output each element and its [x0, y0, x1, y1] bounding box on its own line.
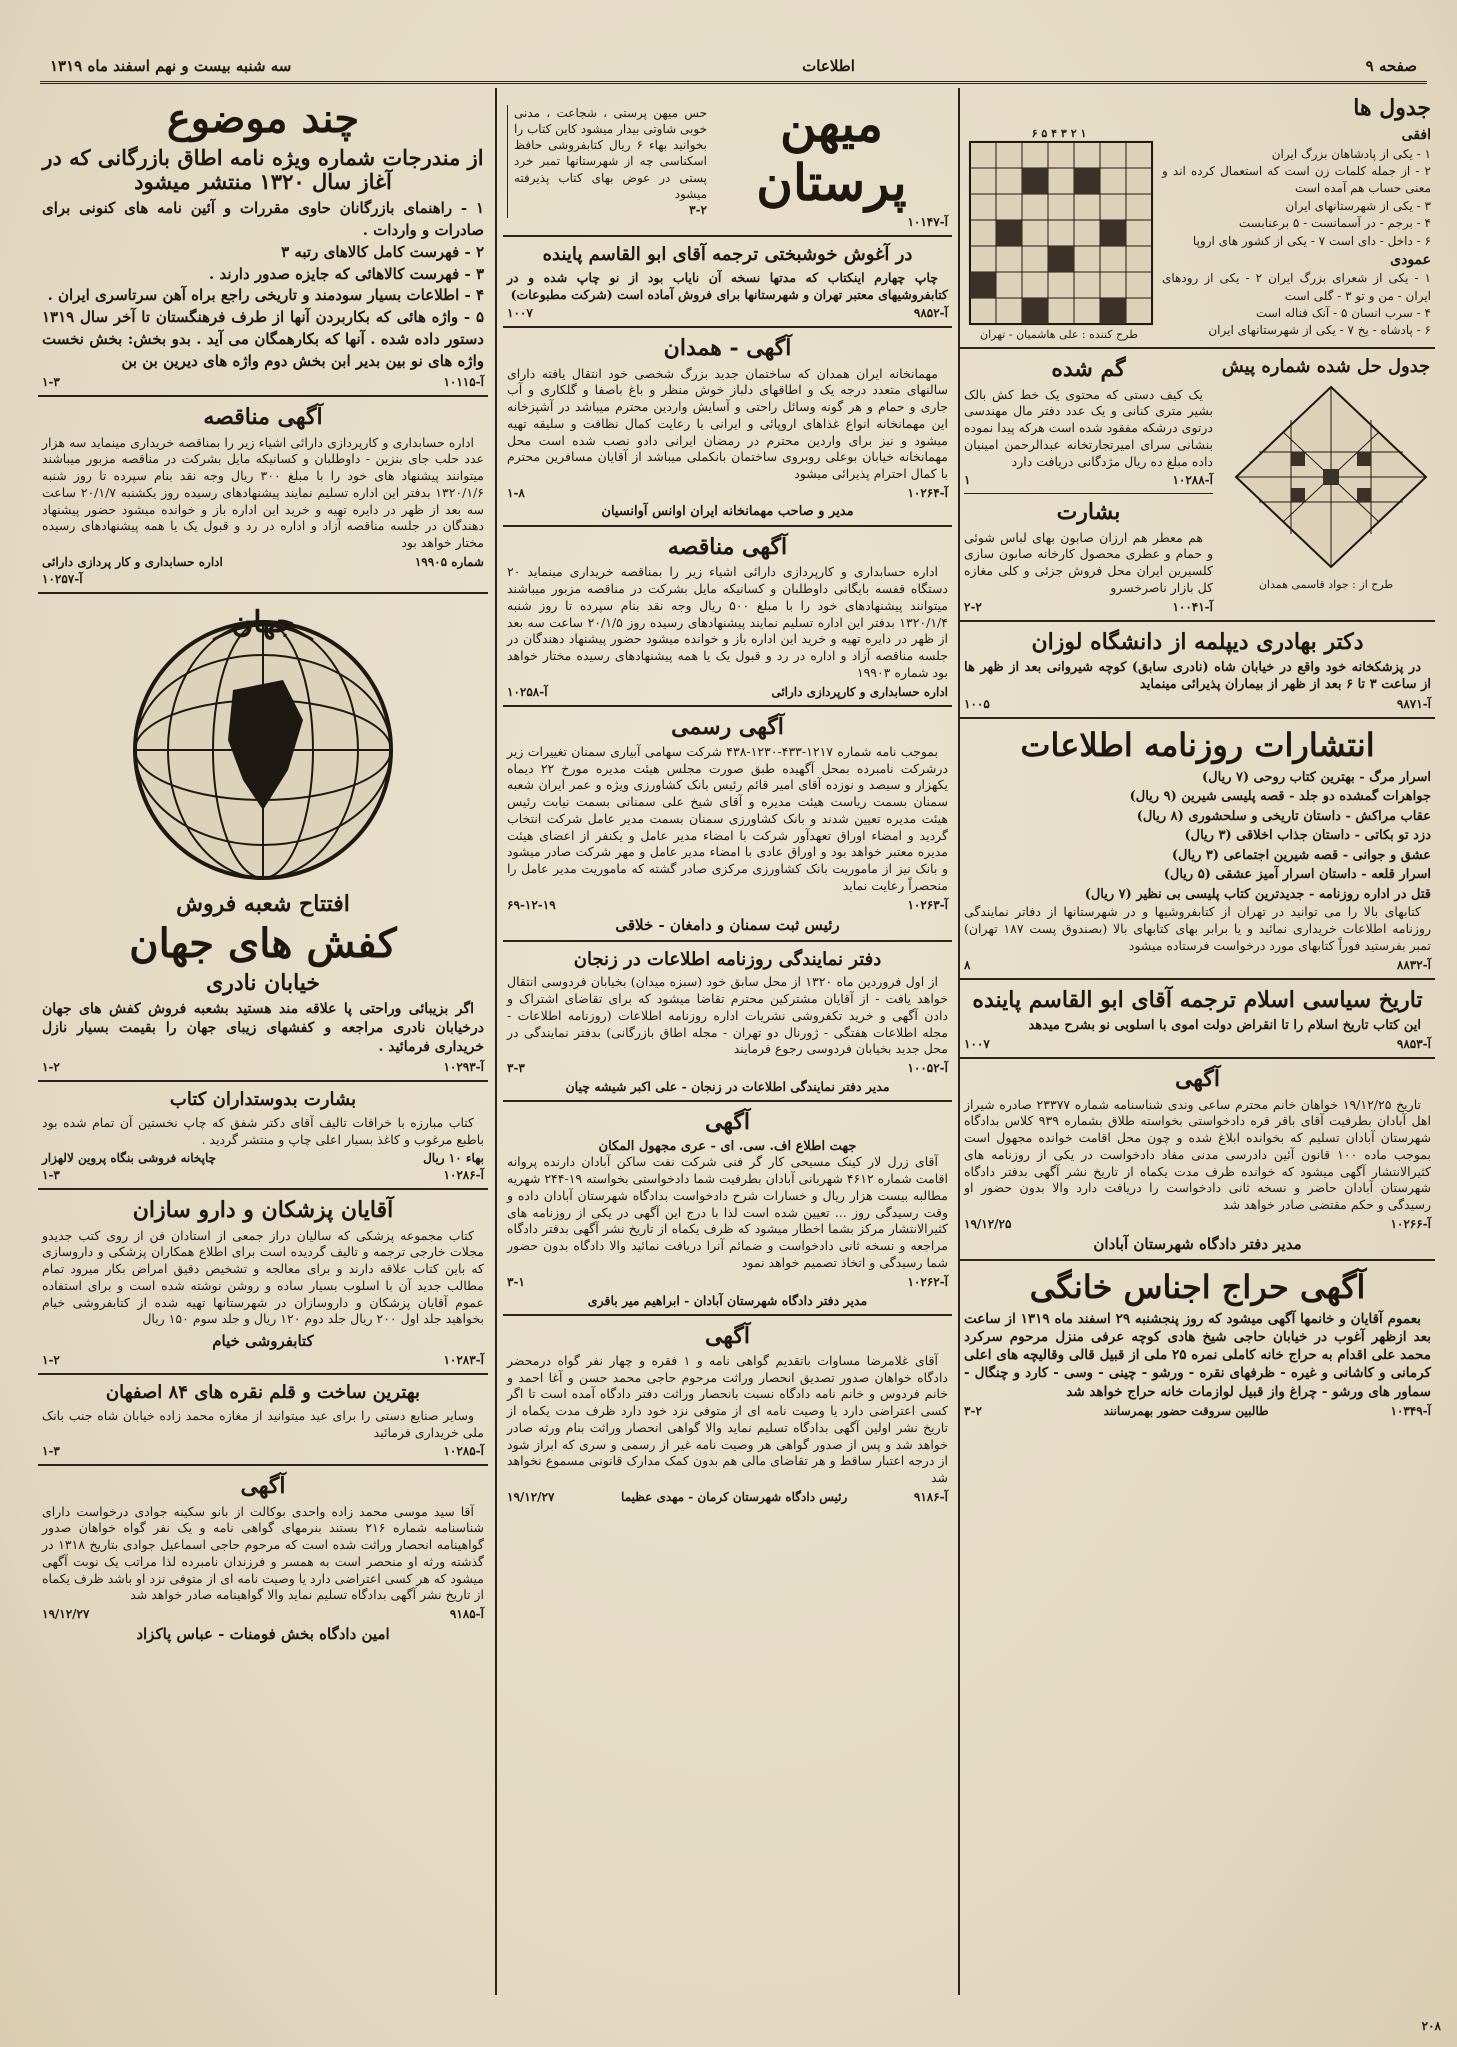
- doctor-block: [960, 622, 1435, 719]
- topics-lead: از مندرجات شماره ویژه نامه اطاق بازرگانی که در آغاز سال ۱۳۲۰ منتشر میشود: [42, 145, 484, 195]
- notice-block: [960, 1059, 1435, 1261]
- publication-item: دزد تو بکاتی - داستان جذاب اخلاقی (۳ ریال): [1184, 828, 1431, 844]
- ad-body: آقای غلامرضا مساوات باتقدیم گواهی نامه و ۱ فقره و چهار نفر گواه درمحضر دادگاه خواهان صدور تصدیق انحصار وراثت مرحوم حاجی محمد حسن و آغا احمد و خانم فردوس و خانم نامه دادگاه نسبت بانحصار وراثت دفتر دادگاه آمده است تا اگر کسی اعتراضی دارد یا وصیت نامه ای از متوفی نزد خود دارد ظرف مدت یکماه از تاریخ نشر اولین آگهی بدادگاه تسلیم نماید والا گواهی انحصار وراثت بنام ورثه صادر خواهد شد و پس از صدور گواهی هر وصیت نامه غیر از رسمی و سری که ابراز شود از درجه اعتبار ساقط و هر تقاضای مالی هم بدون کمک مدارک قانونی مسموع نخواهد شد: [507, 1352, 948, 1486]
- ad-abadan: [503, 1102, 952, 1316]
- ad-signature: اداره حسابداری و کارپردازی دارائی: [771, 684, 948, 699]
- doctors-body: کتاب مجموعه پزشکی که سالیان دراز جمعی از استادان فن از روی کتب جدیدو مجلات خارجی ترجمه و تالیف گردیده است برای اطلاع همکاران پزشکی و داروسازی که باین کتاب علاقه دارند و برای معالجه و تشخیص دقیق امراض بکار میرود تمام مطالب جدید آن با اسلوب بسیار ساده و روشن نوشته شده است و برای استفاده عموم آقایان پزشکان و داروسازان در شهرستانها تهیه شده از کتابفروشی خیام بخواهید جلد اول ۲۰۰ ریال جلد دوم ۱۲۰ ریال و جلد سوم ۱۵۰ ریال: [42, 1227, 484, 1327]
- fumanat-block: [38, 1466, 488, 1649]
- publications-list: [964, 768, 1431, 905]
- across-heading: افقی: [1401, 127, 1431, 144]
- publication-item: جواهرات گمشده دو جلد - قصه پلیسی شیرین (۹ ریال): [1129, 789, 1431, 805]
- page-number: صفحه ۹: [1365, 56, 1417, 75]
- ref-number: ۳-۲: [964, 1403, 982, 1418]
- crossword-block: [960, 88, 1435, 349]
- ref-number: ۱: [964, 473, 971, 488]
- glad-title: بشارت: [1056, 499, 1121, 526]
- ad-body: چاپ چهارم اینکتاب که مدتها نسخه آن نایاب بود از نو چاپ شده و در کتابفروشیهای معتبر تهران و شهرستانها برای فروش آماده است (شرکت مطبوعات): [507, 269, 948, 302]
- topic-item: ۳ - فهرست کالاهائی که جایزه صدور دارند .: [209, 264, 484, 283]
- ad-title: آگهی رسمی: [671, 713, 784, 740]
- left-column: [38, 88, 488, 1995]
- friends-body: کتاب مبارزه با خرافات تالیف آقای دکتر شفق که چاپ نخستین آن تمام شده بود باطبع مرغوب و کاغذ بسیار اعلی چاپ و منتشر گردید .: [42, 1114, 484, 1147]
- doctors-block: [38, 1190, 488, 1375]
- ref-number: ۱۹/۱۲/۲۷: [507, 1489, 555, 1504]
- isfahan-block: [38, 1375, 488, 1466]
- publication-item: اسرار قلعه - داستان اسرار آمیز عشقی (۵ ریال): [1163, 867, 1431, 883]
- down-heading: عمودی: [1390, 251, 1431, 268]
- ref-number: ۶۹-۱۲-۱۹: [507, 897, 556, 912]
- ref-number: ۱-۳: [42, 1168, 60, 1183]
- across-clue: ۴ - برجم - در آسمانست - ۵ برعنابست: [1238, 216, 1431, 231]
- topic-item: ۱ - راهنمای بازرگانان حاوی مقررات و آئین نامه های کنونی برای صادرات و واردات .: [42, 199, 484, 240]
- tender-block: [38, 397, 488, 594]
- isfahan-body: وسایر صنایع دستی را برای عید میتوانید از مغازه محمد زاده خیابان شاه جنب بانک ملی خریداری فرمائید: [42, 1407, 484, 1440]
- glad-body: هم معطر هم ارزان صابون بهای لباس شوئی و حمام و عطری محصول کارخانه صابون سازی کلسیرین ایران محل فروش جزئی و کلی مغازه کل بازار ناصرخسرو: [964, 529, 1213, 595]
- ad-signature: مدیر دفتر دادگاه شهرستان آبادان - ابراهیم میر باقری: [587, 1292, 868, 1308]
- paper-name: اطلاعات: [802, 56, 855, 75]
- globe-illustration: [113, 600, 413, 890]
- right-column: [960, 88, 1435, 1995]
- ref-number: ۱-۲: [42, 1060, 60, 1075]
- topics-block: [38, 88, 488, 397]
- price-text: بهاء ۱۰ ریال: [423, 1151, 484, 1166]
- across-clue: ۶ - داخل - دای است ۷ - یکی از کشور های اروپا: [1192, 233, 1431, 248]
- ref-number: آ-۸۸۳۲: [1396, 957, 1431, 972]
- crossword-clues: [1162, 125, 1431, 340]
- ref-number: ۳-۳: [507, 1061, 525, 1076]
- crossword-author: طرح کننده : علی هاشمیان - تهران: [980, 328, 1138, 342]
- ref-number: آ-۱۰۲۵۸: [507, 684, 548, 699]
- ref-number: آ-۱۰۲۹۳: [443, 1060, 484, 1075]
- fumanat-title: آگهی: [240, 1473, 286, 1500]
- middle-column: [495, 88, 960, 1995]
- ref-number: آ-۱۰۱۴۷: [907, 215, 948, 229]
- crossword-grid: [964, 125, 1154, 341]
- crossword-title: جدول ها: [1353, 95, 1431, 121]
- shop-text: چاپخانه فروشی بنگاه پروین لالهزار: [42, 1151, 217, 1166]
- fumanat-body: آقا سید موسی محمد زاده واحدی بوکالت از بانو سکینه جوادی درخواست دارای شناسنامه شماره ۲۱۶ بستند بنرمهای گواهی نامه و یک نفر گواه خواهان صدور گواهینامه انحصار وراثت شده است که مرحوم حاجی اسماعیل جوادی بتاریخ ۱۳۱۸ در گذشته ورثه او منحصر است به همسر و فرزندان نامبرده لذا مراتب یک نوبت آگهی میشود که هر کسی اعتراضی دارد یا وصیت نامه ای از متوفی نزد او باشد ظرف یکماه از تاریخ نشر آگهی بدادگاه تسلیم نماید والا گواهینامه صادر خواهد شد: [42, 1503, 485, 1603]
- history-block: [960, 980, 1435, 1060]
- ref-number: ۱۰۰۵: [964, 697, 990, 712]
- topic-item: ۲ - فهرست کامل کالاهای رتبه ۳: [281, 242, 484, 261]
- shoes-block: [38, 594, 488, 1082]
- topic-item: ۴ - اطلاعات بسیار سودمند و تاریخی راجع براه آهن سرتاسری ایران .: [47, 286, 484, 305]
- down-clue: ۴ - سرب انسان ۵ - آنک فناله است: [1255, 306, 1431, 321]
- ad-title: آگهی - همدان: [663, 335, 792, 362]
- publications-title: انتشارات روزنامه اطلاعات: [1020, 726, 1375, 765]
- down-clue: ۶ - پادشاه - یخ ۷ - یکی از شهرستانهای ایران: [1208, 323, 1431, 338]
- ad-title: آگهی: [704, 1109, 751, 1136]
- solution-area: [1221, 355, 1431, 591]
- history-title: تاریخ سیاسی اسلام ترجمه آقای ابو القاسم پاینده: [972, 986, 1423, 1013]
- book-friends-block: [38, 1082, 488, 1190]
- shoes-opening: افتتاح شعبه فروش: [176, 890, 350, 917]
- history-body: این کتاب تاریخ اسلام را تا انقراض دولت اموی با اسلوبی نو بشرح میدهد: [1028, 1017, 1421, 1033]
- ref-number: آ-۱۰۰۴۱: [1172, 599, 1213, 614]
- ref-number: ۱۹/۱۲/۲۵: [964, 1216, 1012, 1231]
- ad-zanjan: [503, 942, 952, 1102]
- ref-number: آ-۱۰۲۶۲: [907, 1274, 948, 1289]
- ref-number: ۳-۲: [689, 202, 707, 217]
- ad-signature: رئیس ثبت سمنان و دامغان - خلاقی: [615, 915, 840, 934]
- tender-number: شماره ۱۹۹۰۵: [414, 554, 484, 569]
- ad-body: مهمانخانه ایران همدان که ساختمان جدید بزرگ شخصی خود انتقال یافته دارای سالنهای متعدد درجه یک و اطاقهای دلباز خوش منظر و باغ باصفا و گلکاری و آب جاری و حمام و هر گونه وسائل راحتی و آسایش واردین محترم میباشد در آشپزخانه این مهمانخانه انواع غذاهای اروپائی و ایرانی با رعایت کمال نظافت و سلیقه تهیه میشود و نیز برای واردین محترم در رمضان ایرانی دادو نصب شده است محل مهمانخانه خیابان بوعلی روبروی ساختمان بانکملی میباشد از آقایان مسافرین محترم با کمال احترام پذیرائی میشود: [507, 365, 948, 482]
- ref-number: آ-۱۰۱۱۵: [443, 375, 484, 390]
- doctor-title: دکتر بهادری دیپلمه از دانشگاه لوزان: [1031, 628, 1364, 655]
- ref-number: ۲-۲: [964, 599, 982, 614]
- ad-book-happiness: [503, 237, 952, 328]
- fumanat-signature: امین دادگاه بخش فومنات - عباس پاکزاد: [136, 1625, 390, 1644]
- ad-subtitle: جهت اطلاع اف. سی. ای - عری مجهول المکان: [598, 1139, 857, 1155]
- shoes-street: خیابان نادری: [205, 970, 321, 997]
- ad-body: آقای زرل لار کینک مسیحی کار گر فنی شرکت نفت ساکن آبادان دارنده پروانه اقامت شماره ۴۶۱۲ شهربانی آبادان بطرفیت شما دادخواستی بخواسته ۱۹-۲۴۴ شهریه مطالبه بیست هزار ریال و خسارات شرح دادخواست بدادگاه شهرستان آبادان داده و وقت رسیدگی روز ... تعیین شده است لذا با درج این آگهی در یکی از روزنامه های کثیرالانتشار مرکز بشما اخطار میشود که ظرف یکماه از تاریخ نشر آگهی بدفتر دادگاه مراجعه و نسخه ثانی دادخواست و ضمائم آنرا دریافت نمائید والا دادگاه بدون حضور شما رسیدگی و اتخاذ تصمیم خواهد نمود: [507, 1154, 948, 1270]
- ref-number: آ-۱۰۳۴۹: [1390, 1403, 1431, 1418]
- ref-number: ۱-۳: [42, 375, 60, 390]
- side-text: حس میهن پرستی ، شجاعت ، مدنی خوبی شاوتی بیدار میشود کاین کتاب را بخوانید بهاء ۶ ریال کتابفروشی حافظ اسکناسی چه از شهرستانها تمبر خرد پستی در عوض بهای کتاب پذیرفته میشود: [514, 105, 707, 201]
- ref-number: آ-۱۰۲۸۸: [1172, 473, 1213, 488]
- ref-number: آ-۹۱۸۵: [449, 1607, 484, 1622]
- ad-hamadan: [503, 328, 952, 527]
- logo-side-text: [507, 105, 707, 218]
- ref-number: ۱۰۰۷: [507, 306, 533, 321]
- ad-official: [503, 707, 952, 942]
- across-clue: ۱ - یکی از پادشاهان بزرگ ایران: [1271, 146, 1431, 161]
- down-clue: ۱ - یکی از شعرای بزرگ ایران ۲ - یکی از رودهای ایران - من و تو ۳ - گلی است: [1162, 271, 1431, 303]
- notice-title: آگهی: [1174, 1066, 1221, 1093]
- ref-number: ۸: [964, 957, 971, 972]
- ad-body: اداره حسابداری و کارپردازی دارائی اشیاء زیر را بمناقصه خریداری مینماید ۲۰ دستگاه قفسه بایگانی داوطلبان و کسانیکه مایل بشرکت در مناقصه مزبور میباشند میتوانند پیشنهادهای خود را با مبلغ ۵۰۰ ریال وجه نقد بنام سپرده تا روز شنبه ۱۳۲۰/۱/۴ بدفتر این اداره تسلیم نمایند پیشنهادهای رسیده روز ۲۰/۱/۵ ساعت سه بعد از ظهر در دایره تهیه و خرید این اداره باز و خوانده میشود حضور پیشنهاد دهندگان در جلسه مناقصه آزاد و اداره در رد و قبول یک یا همه پیشنهادهای رسیده مختار خواهد بود شماره ۱۹۹۰۳: [507, 564, 948, 680]
- publication-item: عشق و جوانی - قصه شیرین اجتماعی (۳ ریال): [1171, 847, 1431, 863]
- publications-block: [960, 719, 1435, 980]
- publication-item: قتل در اداره روزنامه - جدیدترین کتاب پلیسی بی نظیر (۷ ریال): [1084, 886, 1431, 902]
- topic-item: ۵ - واژه هائی که بکاربردن آنها از طرف فرهنگستان تا آخر سال ۱۳۱۹ دستور داده شده . آنها که بکارهمگان می آید . بدو بخش: بخش نخست واژه های نو بین بدیر ابن بخش دوم واژه های دیرین بن بن: [42, 308, 484, 370]
- ref-number: آ-۱۰۲۶۴: [907, 485, 948, 500]
- across-clue: ۳ - یکی از شهرستانهای ایران: [1285, 198, 1431, 213]
- publication-item: اسرار مرگ - بهترین کتاب روحی (۷ ریال): [1202, 769, 1431, 785]
- ad-title: آگهی مناقصه: [667, 533, 788, 560]
- notice-body: تاریخ ۱۹/۱۲/۲۵ خواهان خانم محترم ساعی وندی شناسنامه شماره ۲۳۳۷۷ صادره شیراز اهل آبادان بطرفیت آقای باقر قره دادخواستی بخواسته طلاق بشماره ۹۳۹ کلاس بدادگاه شهرستان آبادان تسلیم که بخوانده ابلاغ شده و چون محل اقامت خوانده مجهول است بموجب ماده ۱۰۰ قانون آئین دادرسی مدنی مفاد دادخواست در یکی از روزنامه های کثیرالانتشار آگهی میشود که خوانده ظرف مدت یکماه از تاریخ نشر آگهی بدفتر دادگاه شهرستان آبادان حاضر و نسخه ثانی دادخواست را دریافت دارد والا بدون حضور او رسیدگی و حکم مقتضی صادر خواهد شد: [964, 1096, 1431, 1213]
- tender-body: اداره حسابداری و کارپردازی دارائی اشیاء زیر را بمناقصه خریداری مینماید سه هزار عدد حلب جای بنزین - داوطلبان و کسانیکه مایل بشرکت در مناقصه مزبور میباشند میتوانند پیشنهاد های خود را با مبلغ ۳۰۰ ریال وجه نقد بنام سپرده تا روز شنبه ۱۳۲۰/۱/۶ بدفتر این اداره تسلیم نمایند پیشنهادهای رسیده روز یکشنبه ۲۰/۱/۷ ساعت سه بعد از ظهر در دایره تهیه و خرید این اداره باز و خوانده میشود حضور پیشنهاد دهندگان در جلسه مناقصه آزاد و اداره در رد و قبول یک یا همه پیشنهادهای رسیده مختار خواهد بود: [42, 434, 484, 551]
- solution-grid-svg: [1231, 382, 1431, 572]
- ad-signature: رئیس دادگاه شهرستان کرمان - مهدی عظیما: [621, 1489, 848, 1504]
- auction-title: آگهی حراج اجناس خانگی: [1029, 1267, 1366, 1306]
- ref-number: آ-۱۰۲۵۷: [42, 571, 83, 586]
- ref-number: آ-۱۰۲۶۳: [907, 897, 948, 912]
- ad-kerman: [503, 1316, 952, 1510]
- auction-signature: طالبین سروقت حضور بهمرسانند: [1103, 1403, 1269, 1418]
- doctor-body: در پزشکخانه خود واقع در خیابان شاه (نادری سابق) کوچه شیروانی بعد از ظهر ها از ساعت ۳ تا ۶ بعد از ظهر از بیماران پذیرائی مینماید: [964, 659, 1431, 693]
- masthead: [40, 50, 1427, 84]
- solution-author: طرح از : جواد قاسمی همدان: [1258, 577, 1394, 591]
- ref-number: ۱-۳: [42, 1444, 60, 1459]
- ref-number: ۱۰۰۷: [964, 1037, 990, 1052]
- shoes-name: کفش های جهان: [129, 920, 397, 968]
- page-mark: ۲۰۸: [1421, 2019, 1441, 2033]
- across-clue: ۲ - از جمله کلمات زن است که استعمال کرده اند و معنی حساب هم آمده است: [1162, 163, 1431, 196]
- doctors-title: آقایان پزشکان و دارو سازان: [132, 1197, 394, 1224]
- grid-numbers: ۱ ۲ ۳ ۴ ۵ ۶: [1031, 127, 1087, 141]
- ref-number: آ-۱۰۲۶۶: [1390, 1216, 1431, 1231]
- ref-number: آ-۹۸۵۳: [1396, 1037, 1431, 1052]
- ref-number: ۱-۲: [42, 1353, 60, 1368]
- ref-number: آ-۹۸۷۱: [1396, 697, 1431, 712]
- notice-signature: مدیر دفتر دادگاه شهرستان آبادان: [1093, 1234, 1302, 1253]
- solution-lost-block: [960, 349, 1435, 621]
- lost-title: گم شده: [1051, 356, 1126, 383]
- ad-title: دفتر نمایندگی روزنامه اطلاعات در زنجان: [573, 948, 882, 970]
- tender-title: آگهی مناقصه: [203, 404, 323, 431]
- ref-number: آ-۱۰۲۸۶: [443, 1168, 484, 1183]
- lost-body: یک کیف دستی که محتوی یک خط کش بالک بشیر متری کنانی و یک عدد دفتر مال مهندسی درتوی درشکه مفقود شده است هرکه پیدا نموده بنشانی سرای امیرتجارتخانه عبدالرحمن امینیان داده مبلغ ده ریال مژدگانی دریافت دارد: [964, 386, 1213, 469]
- ref-number: ۱۹/۱۲/۲۷: [42, 1607, 90, 1622]
- ref-number: آ-۱۰۲۸۳: [443, 1353, 484, 1368]
- publications-body: کتابهای بالا را می توانید در تهران از کتابفروشیها و در شهرستانها از دفاتر نمایندگی روزنامه اطلاعات خریداری نمائید و یا برابر بهای کتابهای بالا (بصندوق پست ۱۸۷ تهران) تمبر بفرستید فوراً کتابهای مورد درخواست فرستاده میشود: [964, 904, 1432, 953]
- auction-body: بعموم آقایان و خانمها آگهی میشود که روز پنجشنبه ۲۹ اسفند ماه ۱۳۱۹ از ساعت بعد ازظهر آغوب در خیابان حاجی شیخ هادی کوچه عرفی منزل مرحوم سرکرد محمد علی اقدام به حراج خانه کاملی نمره ۲۵ ملی از قبیل قالی وقالیچه های اعلی کرمانی و کاشانی و غیره - ظرفهای نقره - ورشو - چینی - وسی - کارد و چنگال - سماور های ورشو - چراغ واز قبیل لوازمات خانه حراج خواهد شد: [964, 1310, 1431, 1400]
- tender-signature: اداره حسابداری و کار پردازی دارائی: [42, 554, 223, 569]
- ad-tender-1: [503, 527, 952, 707]
- book-title-logo: میهن پرستان: [756, 94, 907, 212]
- ref-number: ۳-۱: [507, 1274, 525, 1289]
- solution-title: جدول حل شده شماره پیش: [1221, 356, 1431, 378]
- globe-brand-word: جهان: [231, 604, 295, 640]
- ad-signature: مدیر دفتر نمایندگی اطلاعات در زنجان - علی اکبر شیشه چیان: [565, 1079, 890, 1095]
- ref-number: آ-۱۰۲۸۵: [443, 1444, 484, 1459]
- logo-block: [503, 88, 952, 237]
- topics-title: چند موضوع: [166, 95, 360, 142]
- publication-item: عقاب مراکش - داستان تاریخی و سلحشوری (۸ ریال): [1136, 808, 1431, 824]
- ad-signature: مدیر و صاحب مهمانخانه ایران اوانس آوانسیان: [601, 503, 854, 519]
- auction-block: [960, 1261, 1435, 1424]
- crossword-grid-svg: [968, 140, 1154, 326]
- issue-date: سه شنبه بیست و نهم اسفند ماه ۱۳۱۹: [50, 56, 292, 75]
- ad-title: در آغوش خوشبختی ترجمه آقای ابو القاسم پاینده: [542, 244, 913, 265]
- ref-number: آ-۹۸۵۲: [913, 306, 948, 321]
- friends-title: بشارت بدوستداران کتاب: [169, 1089, 357, 1111]
- shoes-body: اگر بزیبائی وراحتی پا علاقه مند هستید بشعبه فروش کفش های جهان درخیابان نادری مراجعه و کفشهای زیبای جهان را بقیمت بسیار نازل خریداری فرمائید .: [42, 1001, 484, 1056]
- topics-list: [42, 198, 484, 372]
- doctors-signature: کتابفروشی خیام: [212, 1332, 314, 1351]
- ref-number: آ-۱۰۰۵۲: [907, 1061, 948, 1076]
- ad-body: بموجب نامه شماره ۱۲۱۷-۴۳۳-۱۲۳۰-۴۳۸ شرکت سهامی آبیاری سمنان تغییرات زیر درشرکت نامبرده بمحل آگهیده طبق صورت مجلس هیئت مدیره مورخ ۲۲ دیماه یکهزار و سیصد و نوزده آقای امیر قائم رئیس بانک کشاورزی ویژه و عمر ایران شعبه سمنان بسمت ریاست هیئت مدیره و آقای شیخ علی سمنانی بسمت نیابت رئیس هیئت مدیره تعیین شدند و بانک کشاورزی سمنان بسمت مدیر عامل شرکت انتخاب گردید و امضاء اوراق تعهدآور شرکت با امضاء مدیر عامل و یکنفر از اعضای هیئت مدیره معتبر خواهد بود و اوراق عادی با امضاء مدیر عامل و مهر شرکت صادر میشود و بانک نیز از ماموریت بانک کشاورزی مرکزی صادر گشته که ماموریت مدیر عامل را منحصراً رعایت نماید: [507, 743, 948, 893]
- isfahan-title: بهترین ساخت و قلم نقره های ۸۴ اصفهان: [105, 1382, 421, 1404]
- ref-number: ۱-۸: [507, 485, 525, 500]
- ad-body: از اول فروردین ماه ۱۳۲۰ از محل سابق خود (سبزه میدان) بخیابان فردوسی انتقال خواهد یافت - از آقایان مشترکین محترم تقاضا میشود که برای تقاضای اشتراک و دادن آگهی و خرید تکفروشی نشریات اداره روزنامه اطلاعات (روزنامه اطلاعات - مجله اطلاعات هفتگی - ژورنال دو تهران - مجله اطاق بازرگانی) بدفتر نمایندگی در محل جدید بخیابان فردوسی رجوع فرمایند: [507, 974, 948, 1057]
- ad-title: آگهی: [704, 1322, 751, 1349]
- ref-number: آ-۹۱۸۶: [913, 1489, 948, 1504]
